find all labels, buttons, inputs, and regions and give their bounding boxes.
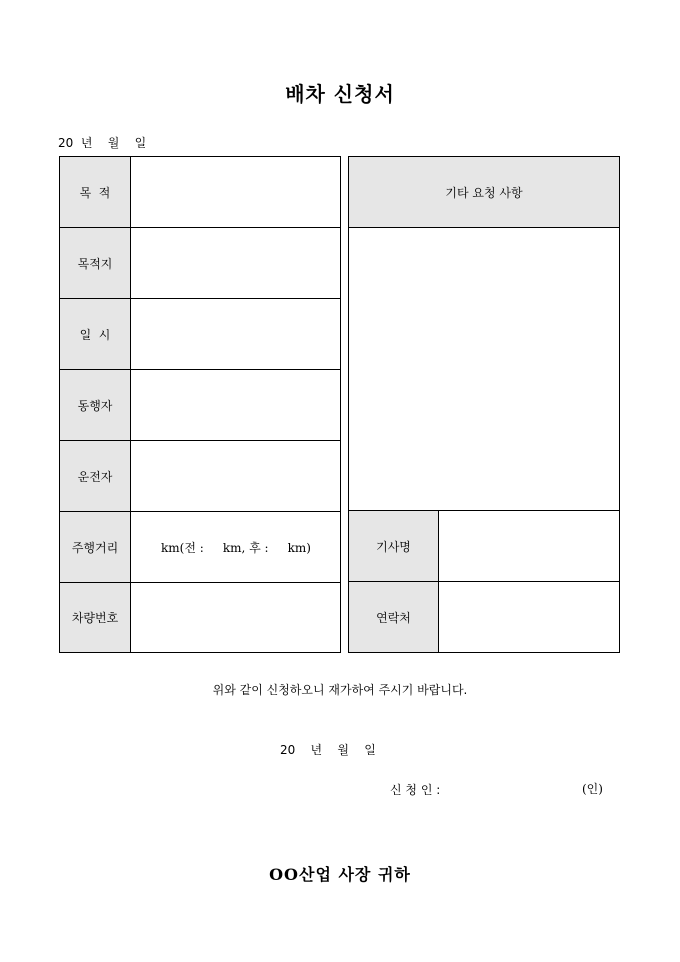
- label-vehicle-number: 차량번호: [60, 583, 131, 652]
- label-companion: 동행자: [60, 370, 131, 440]
- label-driver: 운전자: [60, 441, 131, 511]
- label-driver-name: 기사명: [349, 511, 439, 581]
- label-contact: 연락처: [349, 582, 439, 652]
- vehicle-number-field[interactable]: [131, 583, 341, 652]
- request-header-label: 기타 요청 사항: [445, 185, 523, 200]
- driver-field[interactable]: [131, 441, 341, 511]
- label-purpose: 목 적: [60, 157, 131, 227]
- request-date-bottom: 20 년 월 일: [280, 743, 376, 757]
- right-request-table: [348, 156, 620, 511]
- page-title: 배차 신청서: [285, 82, 395, 106]
- destination-field[interactable]: [131, 228, 341, 298]
- driver-name-field[interactable]: [439, 511, 619, 581]
- label-mileage: 주행거리: [60, 512, 131, 582]
- applicant-name-field[interactable]: [460, 778, 575, 796]
- left-table: [59, 156, 341, 653]
- contact-field[interactable]: [439, 582, 619, 652]
- row-companion: [60, 370, 341, 441]
- row-contact: [349, 582, 619, 652]
- mileage-field[interactable]: km(전 : km, 후 : km): [161, 540, 311, 555]
- row-vehicle-number: [60, 583, 341, 652]
- label-datetime: 일 시: [60, 299, 131, 369]
- seal-mark: (인): [582, 782, 603, 796]
- request-header: [349, 157, 619, 228]
- row-driver: [60, 441, 341, 512]
- row-datetime: [60, 299, 341, 370]
- request-date-top: 20 년 월 일: [58, 136, 147, 150]
- request-statement: 위와 같이 신청하오니 재가하여 주시기 바랍니다.: [212, 683, 468, 697]
- request-body-field[interactable]: [349, 228, 619, 510]
- label-destination: 목적지: [60, 228, 131, 298]
- purpose-field[interactable]: [131, 157, 341, 227]
- companion-field[interactable]: [131, 370, 341, 440]
- datetime-field[interactable]: [131, 299, 341, 369]
- row-driver-name: [349, 511, 619, 582]
- row-mileage: [60, 512, 341, 583]
- applicant-label: 신 청 인 :: [390, 783, 441, 797]
- right-driver-table: [348, 510, 620, 653]
- row-purpose: [60, 157, 341, 228]
- addressee: OO산업 사장 귀하: [269, 865, 411, 884]
- row-destination: [60, 228, 341, 299]
